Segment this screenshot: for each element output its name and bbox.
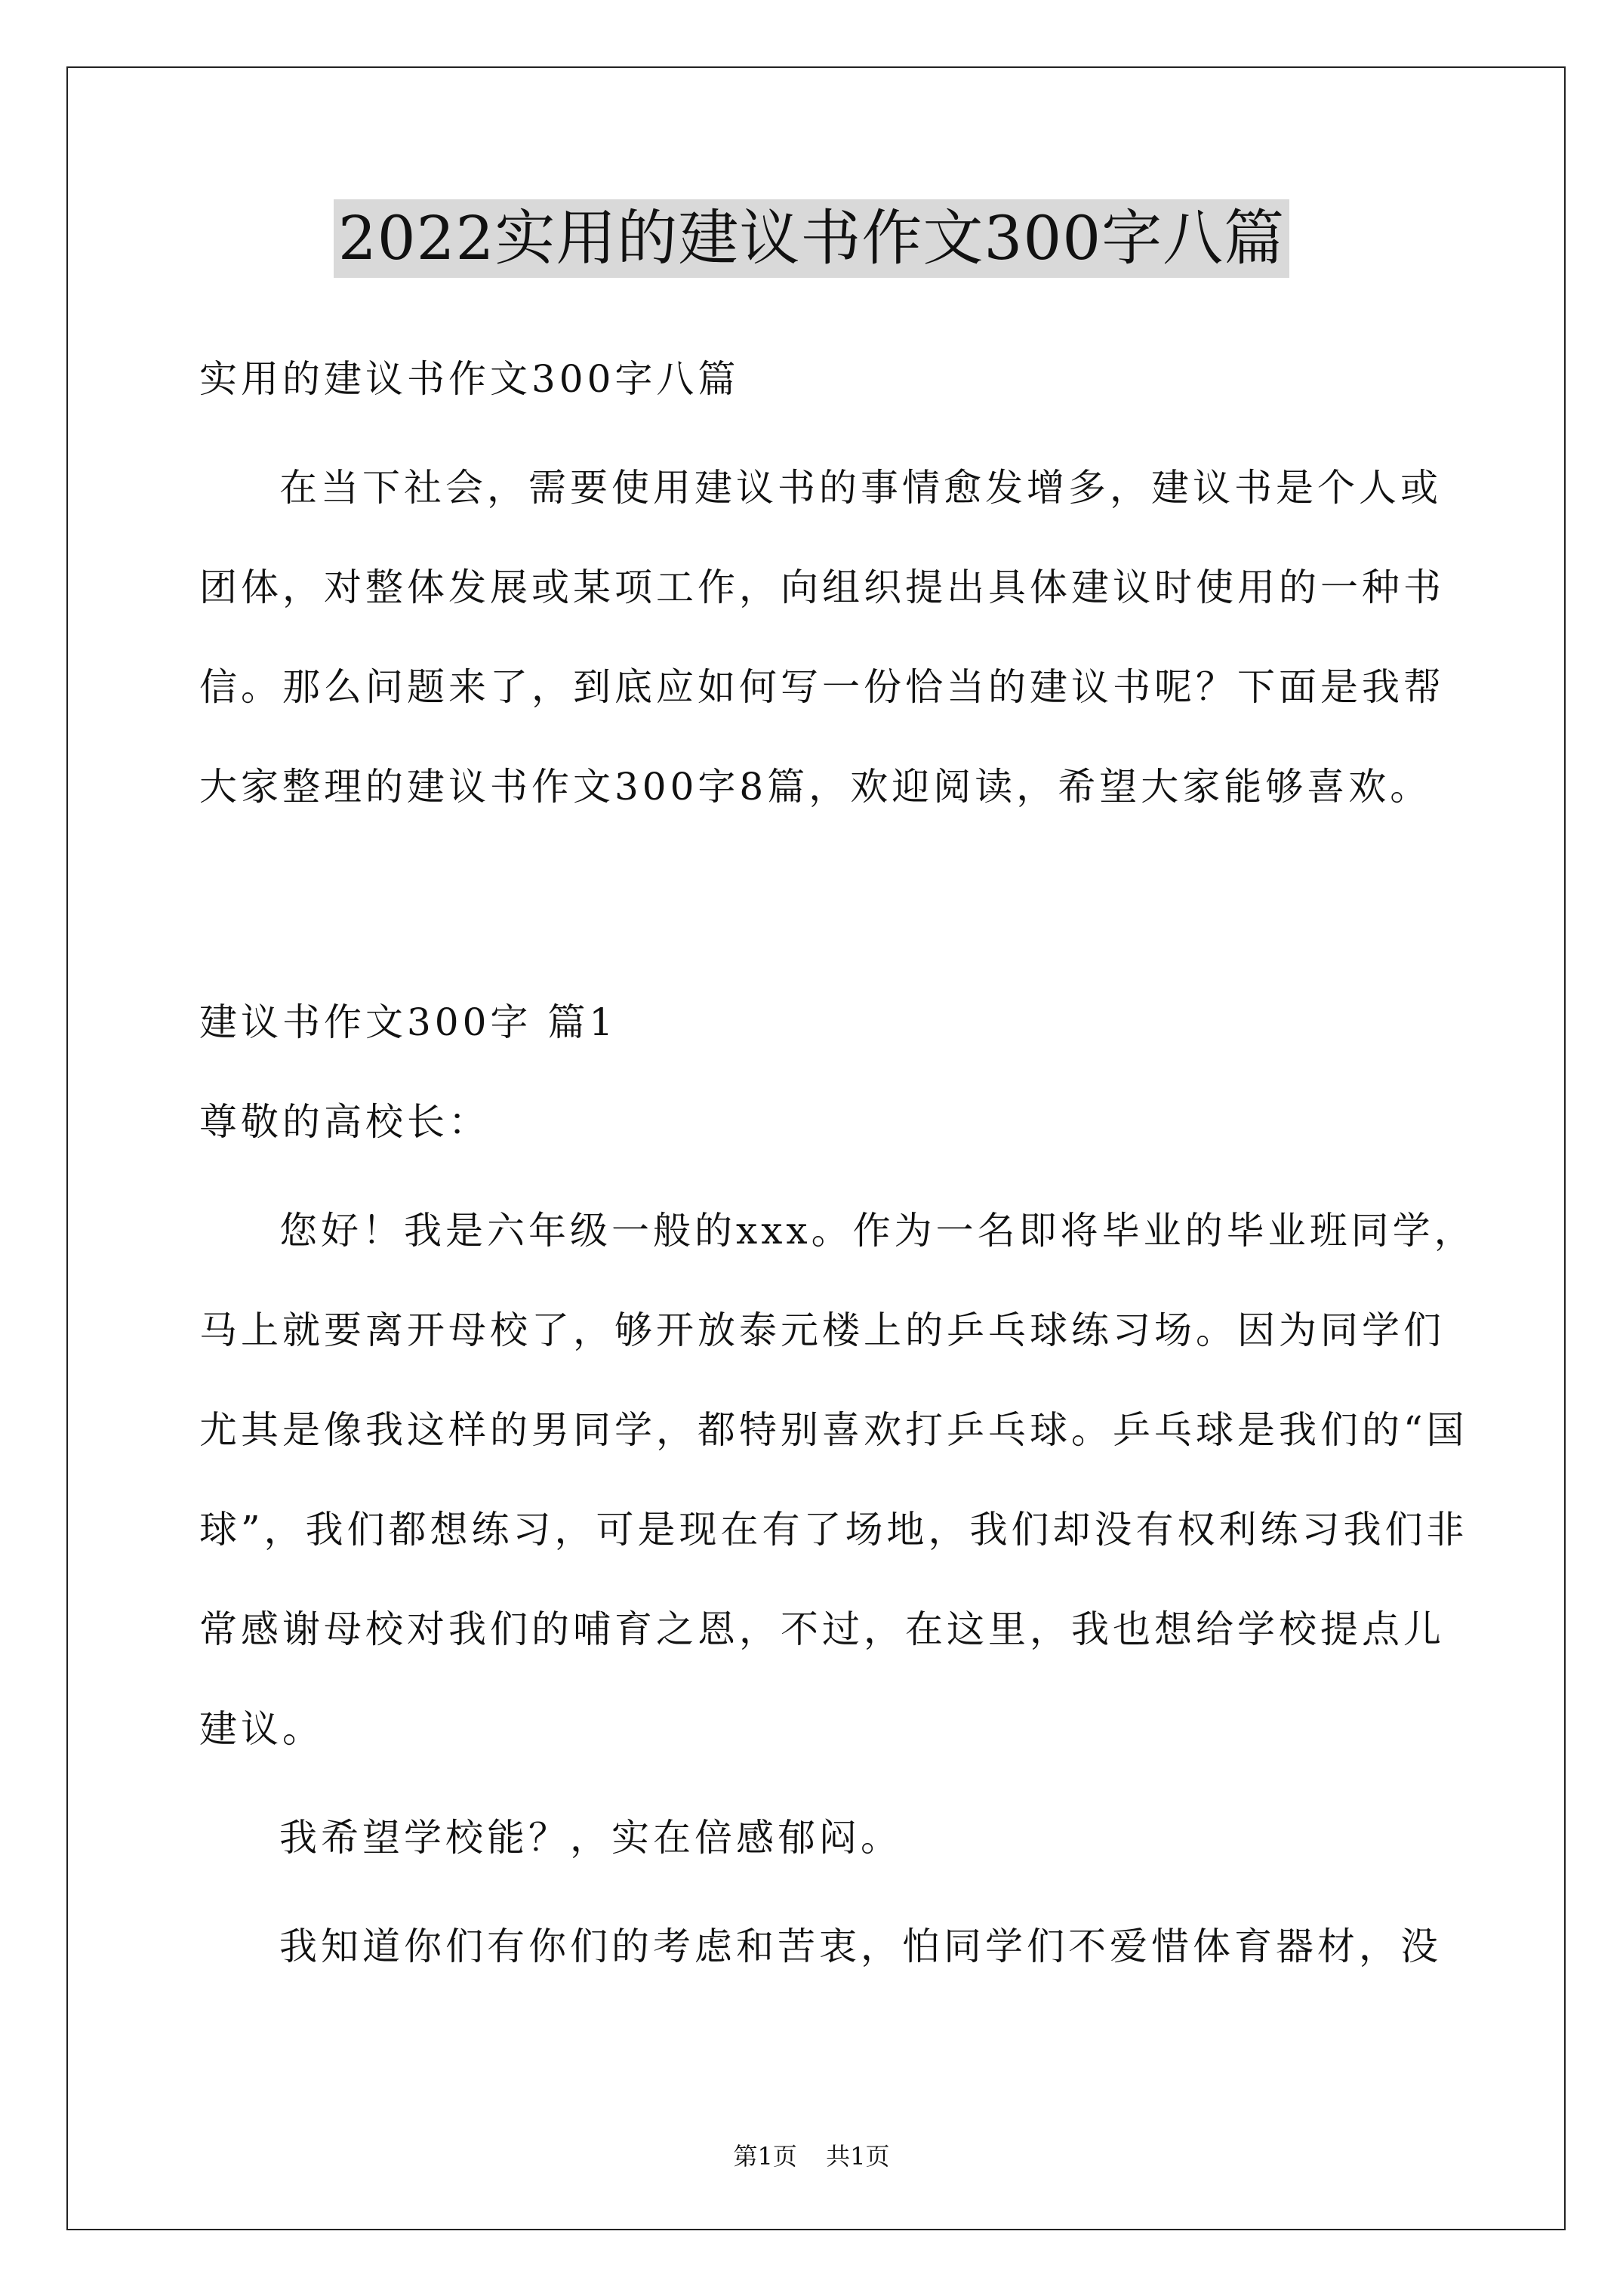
page-number: 第1页 <box>733 2142 797 2171</box>
title-container <box>0 199 1623 278</box>
body-line-4: 球”，我们都想练习，可是现在有了场地，我们却没有权利练习我们非 <box>199 1508 1468 1552</box>
body-line-2: 马上就要离开母校了，够开放泰元楼上的乒乓球练习场。因为同学们 <box>199 1308 1445 1352</box>
section-heading: 建议书作文300字 篇1 <box>199 1000 617 1044</box>
intro-line-4: 大家整理的建议书作文300字8篇，欢迎阅读，希望大家能够喜欢。 <box>199 765 1432 809</box>
body-line-7: 我希望学校能？，实在倍感郁闷。 <box>279 1816 902 1860</box>
salutation: 尊敬的高校长： <box>199 1100 490 1144</box>
intro-line-3: 信。那么问题来了，到底应如何写一份恰当的建议书呢？下面是我帮 <box>199 665 1445 709</box>
page-footer <box>0 2141 1623 2171</box>
subtitle: 实用的建议书作文300字八篇 <box>199 357 740 401</box>
body-line-3: 尤其是像我这样的男同学，都特别喜欢打乒乓球。乒乓球是我们的“国 <box>199 1408 1468 1452</box>
intro-line-1: 在当下社会，需要使用建议书的事情愈发增多，建议书是个人或 <box>279 466 1442 510</box>
body-line-1: 您好！我是六年级一般的xxx。作为一名即将毕业的毕业班同学， <box>279 1209 1476 1253</box>
body-line-8: 我知道你们有你们的考虑和苦衷，怕同学们不爱惜体育器材，没 <box>279 1925 1442 1968</box>
body-line-6: 建议。 <box>199 1707 324 1751</box>
page-total: 共1页 <box>826 2142 890 2171</box>
body-line-5: 常感谢母校对我们的哺育之恩，不过，在这里，我也想给学校提点儿 <box>199 1607 1445 1651</box>
document-title: 2022实用的建议书作文300字八篇 <box>334 199 1289 278</box>
intro-line-2: 团体，对整体发展或某项工作，向组织提出具体建议时使用的一种书 <box>199 566 1445 609</box>
